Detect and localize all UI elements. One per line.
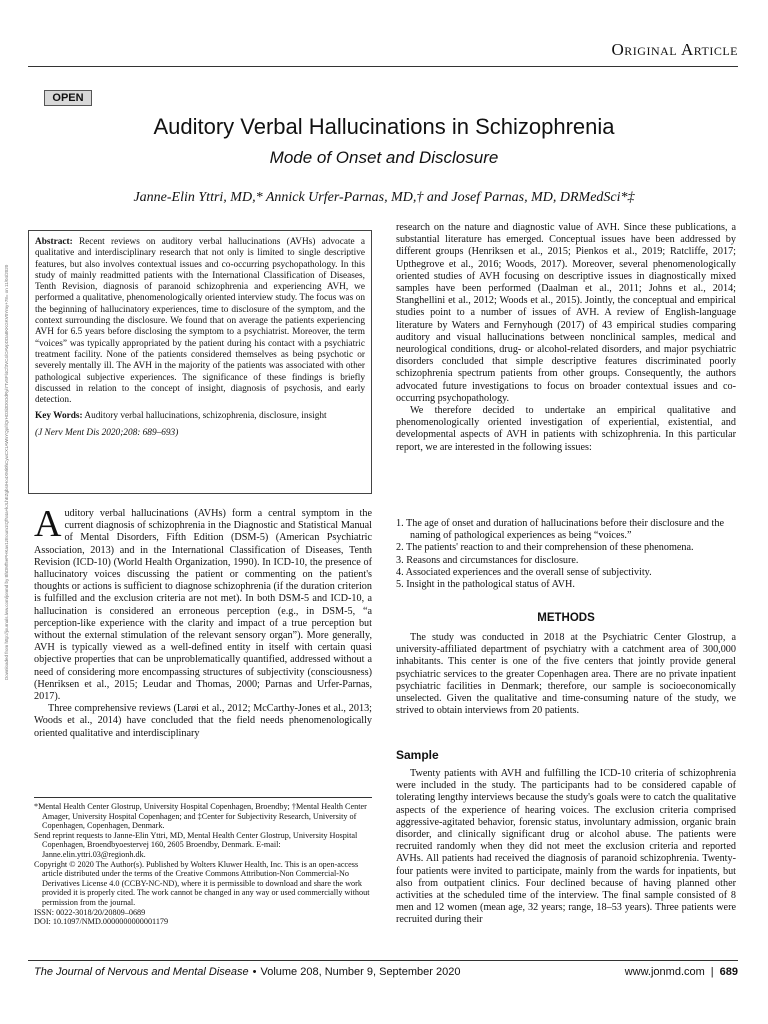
- doi-footnote: DOI: 10.1097/NMD.0000000000001179: [34, 917, 169, 927]
- abstract-label: Abstract:: [35, 237, 73, 247]
- reprint-footnote: Send reprint requests to Janne-Elin Yttri, MD, Mental Health Center Glostrup, University Hospital Copenhagen, Broendbyoestervej 160, 2605 Broendby, Denmark. E-mail: Janne.elin.yttri.03@regionh.dk.: [34, 830, 358, 859]
- methods-section: [396, 632, 736, 717]
- keywords-paragraph: [35, 411, 365, 422]
- page-number: 689: [719, 966, 738, 978]
- article-subtitle: Mode of Onset and Disclosure: [269, 148, 499, 167]
- sample-section: [396, 768, 736, 927]
- footer-page-info: [625, 966, 738, 978]
- affiliations-footnote: *Mental Health Center Glostrup, University Hospital Copenhagen, Broendby; †Mental Health Center Amager, University Hospital Copenhagen; and ‡Center for Subjectivity Research, University of Copenhagen, Copenhagen, Denmark.: [34, 802, 367, 831]
- intro-p1-text: uditory verbal hallucinations (AVHs) form a central symptom in the current diagnosis of schizophrenia in the Diagnostic and Statistical Manual of Mental Disorders, Fifth Edition (DSM-5) (American Psychiatric Association, 2013) and in the International Classification of Diseases, Tenth Revision (ICD-10) (World Health Organization, 1990). In ICD-10, the presence of hallucinatory voices discussing the patient or commenting on the patient's thoughts or actions is sufficient to diagnose schizophrenia (if the duration criterion is fulfilled and the exclusion criteria are not met). In both DSM-5 and ICD-10, a hallucination is considered an erroneous perception (e.g., in DSM-5, “a perception-like experience with the clarity and impact of a true perception but without the external stimulation of the relevant sensory organ”). More generally, AVH is typically viewed as a well-defined entity in itself with certain quasi objective properties that can be unproblematically quantified, addressed without a need of considering more encompassing structures of subjectivity (consciousness) (Henriksen et al., 2015; Leudar and Thomas, 2000; Parnas and Urfer-Parnas, 2017).: [34, 508, 372, 703]
- volume-info: Volume 208, Number 9, September 2020: [260, 966, 461, 978]
- issn-footnote: ISSN: 0022-3018/20/20809–0689: [34, 907, 146, 917]
- right-column-intro: [396, 222, 736, 454]
- copyright-footnote: Copyright © 2020 The Author(s). Published by Wolters Kluwer Health, Inc. This is an open-access article distributed under the terms of the Creative Commons Attribution-Non Commercial-No Derivatives License 4.0 (CCBY-NC-ND), where it is permissible to download and share the work provided it is properly cited. The work cannot be changed in any way or used commercially without permission from the journal.: [34, 859, 370, 907]
- download-watermark: Downloaded from http://journals.lww.com/jonmd by BhDMf5ePHKav1zEoum1tQfN4a+kJLhEZgbsIHo4XMi0hCywCX1AWnYQp/IlQrHD3i3D0OdRyi7TvSFl4Cf3VC4/OAVpDDa8KKGKV0Ymy+78= on 11/04/2020: [4, 264, 9, 680]
- sample-paragraph: Twenty patients with AVH and fulfilling the ICD-10 criteria of schizophrenia were included in the study. The participants had to be considered capable of tolerating lengthy interviews because the study's goals were to catch the qualitative aspects of the experience of hearing voices. The exclusion criteria comprised aggressive-agitated behavior, forensic status, involuntary admission, organic brain disorder, and clinically significant drug or alcohol abuse. The patients were recruited randomly when they did not meet the exclusion criteria and reported AVHs. All patients had received the diagnosis of paranoid schizophrenia. Twenty-four patients were invited to participate, mainly from the wards for inpatients, but also from outpatient clinics. Four declined because of having planned other activities at the scheduled time of the interview. The final sample consisted of 8 men and 12 women (mean age, 32 years; range, 18–53 years). Three patients were recruited during their: [396, 768, 736, 926]
- abstract-paragraph: [35, 237, 365, 406]
- journal-website-link[interactable]: www.jonmd.com: [624, 966, 705, 978]
- right-paragraph-1: research on the nature and diagnostic value of AVH. Since these publications, a substantial literature has emerged. Conceptual issues have been addressed by different groups (Henriksen et al., 2015; Pienkos et al., 2019; Ratcliffe, 2017; Upthegrove et al., 2016; Woods, 2017). Moreover, several phenomenologically oriented studies of AVH focusing on descriptive issues in diagnostically mixed samples have been performed (Daalman et al., 2011; Johns et al., 2014; Stanghellini et al., 2012; Woods et al., 2015). Jointly, the conceptual and empirical studies point to a number of issues of AVH. A review of English-language literature by Waters and Fernyhough (2017) of 43 empirical studies comparing auditory and visual hallucinations between nonclinical samples, medical and neurological conditions, drug- or alcohol-related disorders, and major psychiatric disorders concluded that simple descriptive features discriminated poorly schizophrenia spectrum patients from other groups. Consequently, the authors advocated future investigations to focus on broader contextual issues and co-occurring psychopathology.: [396, 222, 736, 404]
- keywords-text: Auditory verbal hallucinations, schizophrenia, disclosure, insight: [84, 411, 327, 422]
- list-item: 4. Associated experiences and the overall sense of subjectivity.: [396, 566, 652, 578]
- author-list: Janne-Elin Yttri, MD,* Annick Urfer-Parnas, MD,† and Josef Parnas, MD, DRMedSci*‡: [133, 190, 635, 205]
- methods-paragraph: The study was conducted in 2018 at the Psychiatric Center Glostrup, a university-affiliated department of psychiatry with a catchment area of 300,000 inhabitants. This center is one of the five centers that jointly provide general psychiatric services to the greater Copenhagen area. There are no private inpatient psychiatric facilities in Denmark; therefore, our sample is socioeconomically unselected. Given the qualitative and time-consuming nature of the study, we strived to obtain interviews from 20 patients.: [396, 632, 736, 717]
- sample-heading: Sample: [396, 748, 439, 762]
- methods-heading: METHODS: [537, 612, 595, 624]
- footer-journal-info: [34, 966, 460, 978]
- intro-paragraph-1: [34, 503, 372, 703]
- footer-separator: |: [710, 966, 714, 978]
- right-paragraph-2: We therefore decided to undertake an empirical qualitative and phenomenologically oriented investigation of experiential, existential, and developmental aspects of AVH in patients with schizophrenia. In this particular report, we are interested in the following issues:: [396, 405, 736, 453]
- list-item: 1. The age of onset and duration of hallucinations before their disclosure and the naming of pathological experiences as being “voices.”: [396, 518, 724, 542]
- footer-rule: [28, 960, 738, 961]
- list-item: 3. Reasons and circumstances for disclosure.: [396, 554, 579, 566]
- article-title: Auditory Verbal Hallucinations in Schizophrenia: [153, 114, 615, 139]
- keywords-label: Key Words:: [35, 411, 83, 422]
- intro-paragraph-2: Three comprehensive reviews (Larøi et al., 2012; McCarthy-Jones et al., 2013; Woods et al., 2014) have concluded that the field needs phenomenologically oriented qualitative and interdisciplinary: [34, 703, 372, 739]
- abstract-text: Recent reviews on auditory verbal hallucinations (AVHs) advocate a qualitative and interdisciplinary research that not only is limited to single descriptive features, but also involves contextual issues and co-occurring psychopathology. In this study of mainly readmitted patients with the International Classification of Diseases, Tenth Revision, diagnosis of paranoid schizophrenia and experiencing AVH, we performed a qualitative, phenomenologically oriented interview study. The focus was on the beginning of hallucinatory experiences, time to disclosure of the symptom, and the context surrounding the disclosure. We found that on average the patients experiencing AVH for 6.5 years before disclosing the symptom to a psychiatrist. Moreover, the term “voices” was typically appropriated by the patient during his contact with a psychiatric treatment facility. None of the patients considered themselves as being psychotic or severely mentally ill. The AVH in the majority of the patients was associated with other pathological subjective experiences. The significance of these findings is briefly discussed in relation to the concept of insight, diagnosis of psychosis, and early detection.: [35, 237, 365, 406]
- header-rule: [28, 66, 738, 67]
- journal-name: The Journal of Nervous and Mental Disease: [34, 966, 249, 978]
- issues-list: [396, 518, 736, 591]
- bullet-separator: •: [252, 966, 257, 978]
- introduction: [34, 503, 372, 740]
- abstract-box: [28, 230, 372, 494]
- citation: (J Nerv Ment Dis 2020;208: 689–693): [35, 427, 179, 438]
- open-access-badge: OPEN: [44, 90, 92, 106]
- footnotes: [34, 797, 372, 927]
- section-header: Original Article: [611, 40, 738, 59]
- list-item: 5. Insight in the pathological status of AVH.: [396, 579, 575, 591]
- drop-cap: A: [34, 503, 62, 545]
- list-item: 2. The patients' reaction to and their comprehension of these phenomena.: [396, 542, 694, 554]
